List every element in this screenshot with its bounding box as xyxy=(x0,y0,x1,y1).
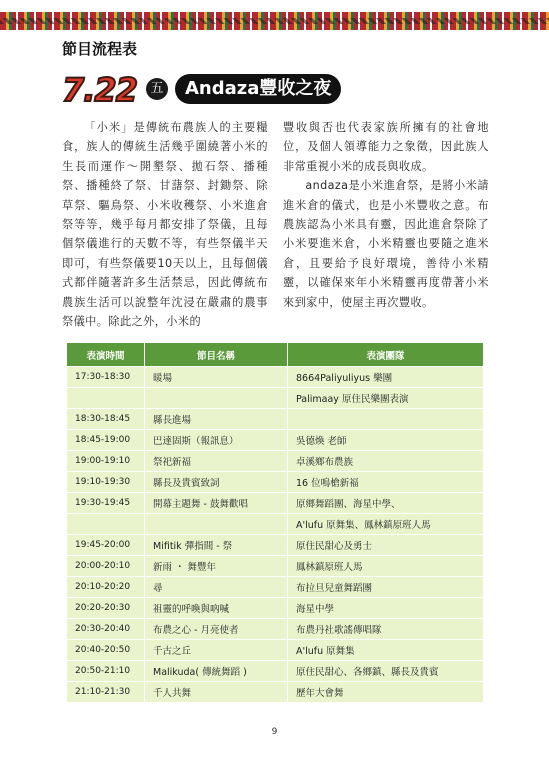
team-cell: 布拉旦兒童舞蹈團 xyxy=(288,577,484,598)
program-cell: 尋 xyxy=(145,577,288,598)
time-cell: 19:45-20:00 xyxy=(67,535,145,556)
team-cell: Palimaay 原住民樂團表演 xyxy=(288,388,484,409)
time-cell: 17:30-18:30 xyxy=(67,367,145,388)
table-row xyxy=(67,598,484,619)
program-cell: 開幕主題舞 - 鼓舞歡唱 xyxy=(145,493,288,514)
time-cell xyxy=(67,388,145,409)
article-right-column xyxy=(283,118,489,312)
table-row xyxy=(67,535,484,556)
time-cell: 20:00-20:10 xyxy=(67,556,145,577)
article-paragraph: 豐收與否也代表家族所擁有的社會地位，及個人領導能力之象徵，因此族人非常重視小米的成長與收成。 xyxy=(283,121,489,173)
team-cell: 海星中學 xyxy=(288,598,484,619)
table-row xyxy=(67,451,484,472)
team-cell: 吳德煥 老師 xyxy=(288,430,484,451)
team-cell: 歷年大會舞 xyxy=(288,682,484,703)
event-heading xyxy=(62,70,362,110)
column-header: 表演團隊 xyxy=(288,343,484,367)
team-cell: A'lufu 原舞集 xyxy=(288,640,484,661)
article-paragraph: andaza是小米進倉祭，是將小米請進米倉的儀式，也是小米豐收之意。布農族認為小米具有靈，因此進倉祭除了小米要進米倉，小米精靈也要隨之進米倉，且要給予良好環境，善待小米精靈，以確保來年小米精靈再度帶著小米來到家中，使屋主再次豐收。 xyxy=(283,179,489,309)
table-row xyxy=(67,661,484,682)
team-cell: A'lufu 原舞集、鳳林鎮原班人馬 xyxy=(288,514,484,535)
team-cell: 卓溪鄉布農族 xyxy=(288,451,484,472)
table-header-row xyxy=(67,343,484,367)
program-cell: 千人共舞 xyxy=(145,682,288,703)
time-cell: 19:30-19:45 xyxy=(67,493,145,514)
table-row xyxy=(67,493,484,514)
weekday-badge: 五 xyxy=(146,78,168,100)
team-cell: 原鄉舞蹈團、海星中學、 xyxy=(288,493,484,514)
time-cell: 21:10-21:30 xyxy=(67,682,145,703)
program-cell: 縣長及貴賓致詞 xyxy=(145,472,288,493)
team-cell: 鳳林鎮原班人馬 xyxy=(288,556,484,577)
article-left-column xyxy=(62,118,268,331)
event-date: 7.22 xyxy=(62,71,137,109)
program-cell: Mifitik 彈指間 - 祭 xyxy=(145,535,288,556)
team-cell: 原住民甜心及勇士 xyxy=(288,535,484,556)
program-cell: 布農之心 - 月亮使者 xyxy=(145,619,288,640)
program-cell: 巴達固斯（報訊息） xyxy=(145,430,288,451)
program-cell: 千古之丘 xyxy=(145,640,288,661)
time-cell: 19:10-19:30 xyxy=(67,472,145,493)
time-cell: 20:30-20:40 xyxy=(67,619,145,640)
table-row xyxy=(67,682,484,703)
program-cell: Malikuda( 傳統舞蹈 ) xyxy=(145,661,288,682)
team-cell: 原住民甜心、各鄉鎮、縣長及貴賓 xyxy=(288,661,484,682)
program-cell: 暖場 xyxy=(145,367,288,388)
time-cell: 19:00-19:10 xyxy=(67,451,145,472)
column-header: 節目名稱 xyxy=(145,343,288,367)
table-row xyxy=(67,619,484,640)
team-cell: 布農丹社歌謠傳唱隊 xyxy=(288,619,484,640)
time-cell: 20:50-21:10 xyxy=(67,661,145,682)
time-cell: 20:20-20:30 xyxy=(67,598,145,619)
schedule-body xyxy=(67,367,484,703)
program-cell: 祭祀新福 xyxy=(145,451,288,472)
decorative-pattern-band xyxy=(0,12,549,30)
section-title: 節目流程表 xyxy=(62,40,138,58)
schedule-table xyxy=(66,342,484,703)
program-cell xyxy=(145,388,288,409)
time-cell: 20:40-20:50 xyxy=(67,640,145,661)
program-cell xyxy=(145,514,288,535)
time-cell: 18:45-19:00 xyxy=(67,430,145,451)
table-row xyxy=(67,388,484,409)
program-cell: 新雨 ・ 舞豐年 xyxy=(145,556,288,577)
event-title: Andaza豐收之夜 xyxy=(175,74,341,104)
table-row xyxy=(67,430,484,451)
table-row xyxy=(67,640,484,661)
program-cell: 祖靈的呼喚與吶喊 xyxy=(145,598,288,619)
team-cell: 16 位鳴槍新福 xyxy=(288,472,484,493)
article-paragraph: 「小米」是傳統布農族人的主要糧食，族人的傳統生活幾乎圍繞著小米的生長而運作～開墾祭、拋石祭、播種祭、播種終了祭、甘藷祭、封鋤祭、除草祭、驅鳥祭、小米收穫祭、小米進倉祭等等，幾乎每月都安排了祭儀，且每個祭儀進行的天數不等，有些祭儀半天即可，有些祭儀要10天以上，且每個儀式都伴隨著許多生活禁忌，因此傳統布農族生活可以說整年沈浸在嚴肅的農事祭儀中。除此之外，小米的 xyxy=(62,121,268,329)
table-row xyxy=(67,556,484,577)
table-row xyxy=(67,514,484,535)
time-cell: 20:10-20:20 xyxy=(67,577,145,598)
time-cell: 18:30-18:45 xyxy=(67,409,145,430)
table-row xyxy=(67,577,484,598)
team-cell xyxy=(288,409,484,430)
column-header: 表演時間 xyxy=(67,343,145,367)
time-cell xyxy=(67,514,145,535)
team-cell: 8664Paliyuliyus 樂團 xyxy=(288,367,484,388)
page-number: 9 xyxy=(271,727,278,737)
table-row xyxy=(67,472,484,493)
table-row xyxy=(67,409,484,430)
table-row xyxy=(67,367,484,388)
program-cell: 縣長進場 xyxy=(145,409,288,430)
